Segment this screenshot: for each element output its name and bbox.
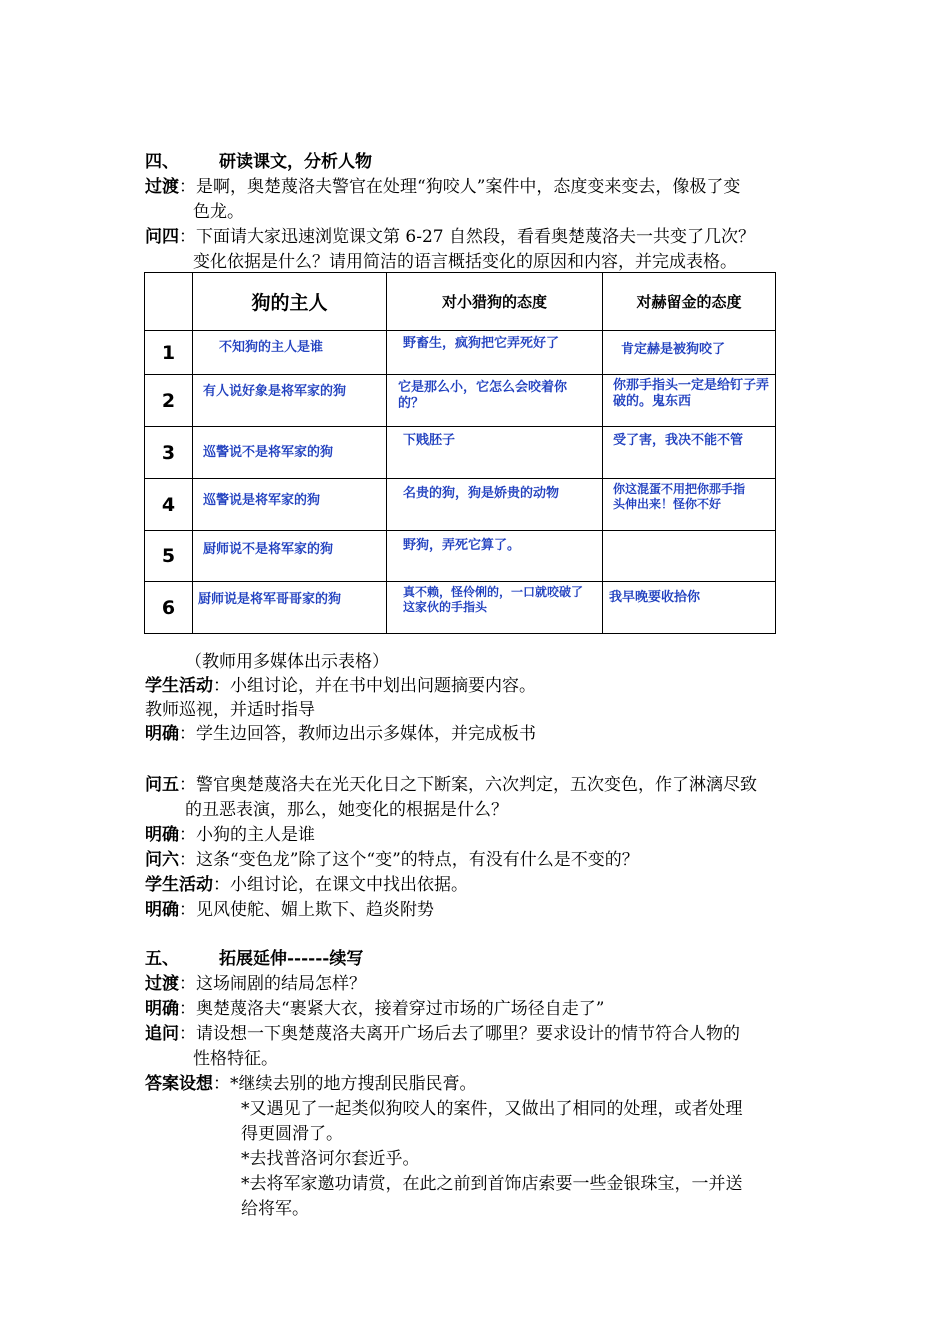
question-6 (145, 848, 639, 872)
owner-cell: 有人说好象是将军家的狗 (203, 384, 347, 399)
answer-ideas-label: 答案设想 (145, 1074, 213, 1094)
clarify-1 (145, 722, 536, 746)
clarify-3-label: 明确 (145, 900, 179, 920)
student-activity-2 (145, 873, 468, 897)
answer-3: *去找普洛诃尔套近乎。 (241, 1149, 420, 1169)
transition-1-label: 过渡 (145, 177, 179, 197)
student-activity-1 (145, 674, 536, 698)
clarify-4-label: 明确 (145, 999, 179, 1019)
student-activity-1-text: ：小组讨论，并在书中划出问题摘要内容。 (213, 676, 536, 696)
clarify-2-label: 明确 (145, 825, 179, 845)
owner-cell: 巡警说不是将军家的狗 (203, 445, 334, 460)
answer-4-cont: 给将军。 (241, 1199, 309, 1219)
question-4-label: 问四 (145, 227, 179, 247)
follow-up-text: ：请设想一下奥楚蔑洛夫离开广场后去了哪里？要求设计的情节符合人物的 (179, 1024, 740, 1044)
clarify-3 (145, 898, 434, 922)
row-number: 6 (161, 596, 176, 619)
answer-ideas (145, 1072, 477, 1096)
answer-2: *又遇见了一起类似狗咬人的案件，又做出了相同的处理，或者处理 (241, 1099, 743, 1119)
row-number: 4 (161, 493, 176, 516)
transition-1-cont: 色龙。 (193, 202, 244, 222)
clarify-1-text: ：学生边回答，教师边出示多媒体，并完成板书 (179, 724, 536, 744)
follow-up-cont: 性格特征。 (193, 1049, 278, 1069)
section-5-title: 拓展延伸------续写 (219, 949, 364, 969)
hryukin-attitude-cell: 受了害，我决不能不管 (613, 433, 744, 448)
answer-2-cont: 得更圆滑了。 (241, 1124, 343, 1144)
answer-1: ：*继续去别的地方搜刮民脂民膏。 (213, 1074, 477, 1094)
section-4-title: 研读课文，分析人物 (219, 152, 372, 172)
transition-1-text: ：是啊，奥楚蔑洛夫警官在处理“狗咬人”案件中，态度变来变去，像极了变 (179, 177, 741, 197)
hryukin-attitude-cell: 你这混蛋不用把你那手指头伸出来！怪你不好 (613, 482, 746, 511)
clarify-2 (145, 823, 315, 847)
dog-attitude-cell: 下贱胚子 (403, 433, 456, 448)
answer-4: *去将军家邀功请赏，在此之前到首饰店索要一些金银珠宝，一并送 (241, 1174, 743, 1194)
transition-1 (145, 175, 740, 199)
row-number: 2 (161, 389, 176, 412)
clarify-2-text: ：小狗的主人是谁 (179, 825, 315, 845)
student-activity-2-text: ：小组讨论，在课文中找出依据。 (213, 875, 468, 895)
dog-attitude-cell: 野畜生，疯狗把它弄死好了 (403, 336, 560, 351)
section-5-heading (145, 947, 363, 971)
row-number: 3 (161, 441, 176, 464)
transition-2 (145, 972, 366, 996)
hryukin-attitude-cell: 你那手指头一定是给钉子弄破的。鬼东西 (613, 378, 770, 409)
hryukin-attitude-cell: 我早晚要收拾你 (609, 590, 701, 605)
owner-cell: 厨师说不是将军家的狗 (203, 542, 334, 557)
section-4-heading (145, 150, 372, 174)
dog-attitude-cell: 名贵的狗，狗是娇贵的动物 (403, 486, 560, 501)
transition-2-text: ：这场闹剧的结局怎样？ (179, 974, 366, 994)
question-6-text: ：这条“变色龙”除了这个“变”的特点，有没有什么是不变的？ (179, 850, 639, 870)
question-5 (145, 773, 757, 797)
dog-attitude-cell: 野狗，弄死它算了。 (403, 538, 521, 553)
question-4-text: ：下面请大家迅速浏览课文第 6-27 自然段，看看奥楚蔑洛夫一共变了几次？ (179, 227, 755, 247)
clarify-3-text: ：见风使舵、媚上欺下、趋炎附势 (179, 900, 434, 920)
owner-cell: 不知狗的主人是谁 (219, 340, 324, 355)
question-4 (145, 225, 755, 249)
table-note: （教师用多媒体出示表格） (185, 652, 389, 672)
clarify-4 (145, 997, 604, 1021)
row-number: 1 (161, 341, 176, 364)
student-activity-2-label: 学生活动 (145, 875, 213, 895)
question-4-cont: 变化依据是什么？请用简洁的语言概括变化的原因和内容，并完成表格。 (193, 252, 737, 272)
question-5-text: ：警官奥楚蔑洛夫在光天化日之下断案，六次判定，五次变色，作了淋漓尽致 (179, 775, 757, 795)
follow-up-question (145, 1022, 740, 1046)
section-5-number: 五、 (145, 949, 179, 969)
dog-attitude-cell: 真不赖，怪伶俐的，一口就咬破了这家伙的手指头 (403, 585, 584, 614)
owner-cell: 巡警说是将军家的狗 (203, 493, 321, 508)
header-dog-attitude: 对小猎狗的态度 (441, 293, 547, 311)
section-4-number: 四、 (145, 152, 179, 172)
question-6-label: 问六 (145, 850, 179, 870)
clarify-1-label: 明确 (145, 724, 179, 744)
student-activity-1-label: 学生活动 (145, 676, 213, 696)
header-hryukin-attitude: 对赫留金的态度 (636, 293, 742, 311)
question-5-cont: 的丑恶表演，那么，她变化的根据是什么？ (185, 800, 508, 820)
row-number: 5 (161, 545, 176, 567)
attitude-table (144, 272, 776, 634)
owner-cell: 厨师说是将军哥哥家的狗 (198, 592, 342, 607)
teacher-patrol: 教师巡视，并适时指导 (145, 700, 315, 720)
follow-up-label: 追问 (145, 1024, 179, 1044)
hryukin-attitude-cell: 肯定赫是被狗咬了 (621, 342, 726, 357)
header-owner: 狗的主人 (251, 292, 328, 314)
dog-attitude-cell: 它是那么小，它怎么会咬着你的？ (398, 380, 568, 411)
clarify-4-text: ：奥楚蔑洛夫“裹紧大衣，接着穿过市场的广场径自走了” (179, 999, 605, 1019)
transition-2-label: 过渡 (145, 974, 179, 994)
question-5-label: 问五 (145, 775, 179, 795)
